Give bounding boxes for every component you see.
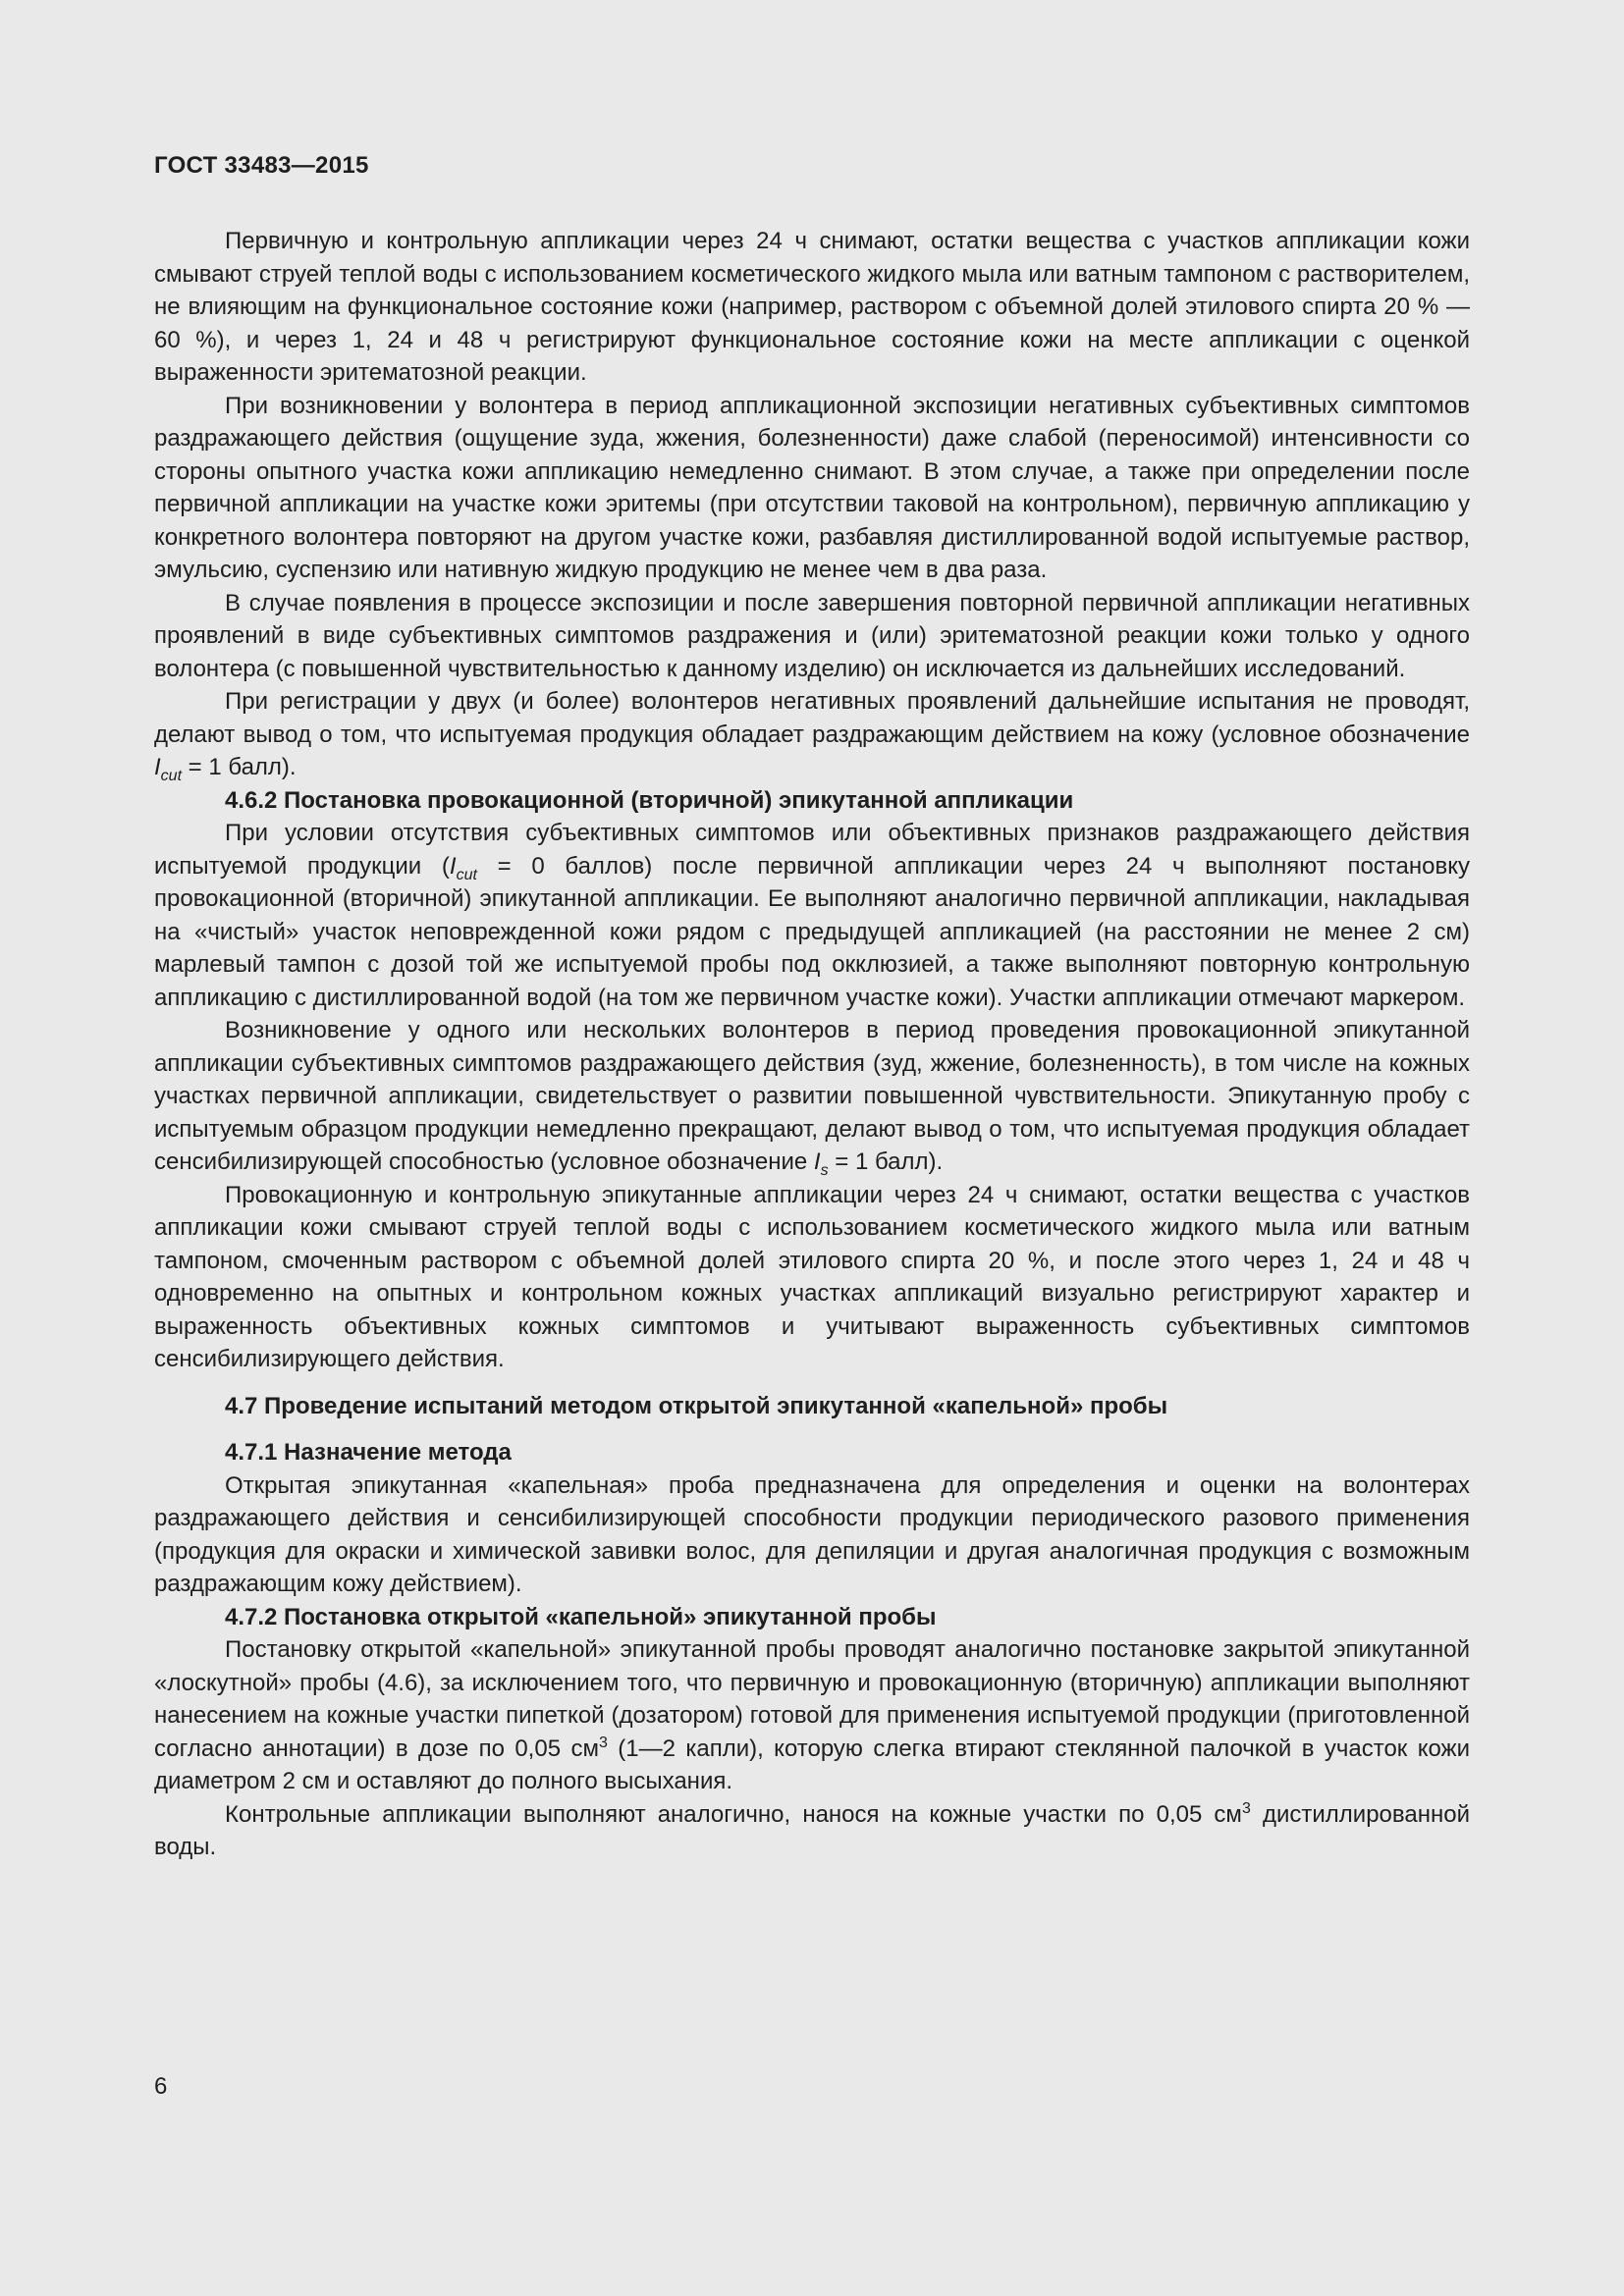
superscript: 3: [1241, 1799, 1251, 1817]
text: = 1 балл).: [182, 754, 297, 780]
paragraph: [154, 1633, 1470, 1798]
symbol: I: [813, 1148, 821, 1175]
paragraph: При возникновении у волонтера в период аппликационной экспозиции негативных субъективных симптомов раздражающего действия (ощущение зуда, жжения, болезненности) даже слабой (переносимой) интенсивности со стороны опытного участка кожи аппликацию немедленно снимают. В этом случае, а также при определении после первичной аппликации на участке кожи эритемы (при отсутствии таковой на контрольном), первичную аппликацию у конкретного волонтера повторяют на другом участке кожи, разбавляя дистиллированной водой испытуемые раствор, эмульсию, суспензию или нативную жидкую продукцию не менее чем в два раза.: [154, 392, 1470, 583]
paragraph: Первичную и контрольную аппликации через 24 ч снимают, остатки вещества с участков аппликации кожи смывают струей теплой воды с использованием косметического жидкого мыла или ватным тампоном с растворителем, не влияющим на функциональное состояние кожи (например, раствором с объемной долей этилового спирта 20 % — 60 %), и через 1, 24 и 48 ч регистрируют функциональное состояние кожи на месте аппликации с оценкой выраженности эритематозной реакции.: [154, 228, 1470, 386]
text: = 1 балл).: [828, 1148, 944, 1175]
section-heading-4-7-2: 4.7.2 Постановка открытой «капельной» эпикутанной пробы: [225, 1603, 937, 1630]
paragraph: [154, 817, 1470, 1014]
paragraph: Провокационную и контрольную эпикутанные аппликации через 24 ч снимают, остатки вещества с участков аппликации кожи смывают струей теплой воды с использованием косметического жидкого мыла или ватным тампоном, смоченным раствором с объемной долей этилового спирта 20 %, и после этого через 1, 24 и 48 ч одновременно на опытных и контрольном кожных участках аппликаций визуально регистрируют характер и выраженность объективных кожных симптомов и учитывают выраженность субъективных симптомов сенсибилизирующего действия.: [154, 1181, 1470, 1372]
paragraph: Открытая эпикутанная «капельная» проба предназначена для определения и оценки на волонтерах раздражающего действия и сенсибилизирующей способности продукции периодического разового применения (продукция для окраски и химической завивки волос, для депиляции и другая аналогичная продукция с возможным раздражающим кожу действием).: [154, 1471, 1470, 1597]
text: = 0 баллов) после первичной аппликации через 24 ч выполняют постановку провокационной (вторичной) эпикутанной аппликации. Ее выполняют аналогично первичной аппликации, накладывая на «чистый» участок неповрежденной кожи рядом с предыдущей аппликацией (на расстоянии не менее 2 см) марлевый тампон с дозой той же испытуемой пробы под окклюзией, а также выполняют повторную контрольную аппликацию с дистиллированной водой (на том же первичном участке кожи). Участки аппликации отмечают маркером.: [154, 852, 1470, 1011]
symbol-subscript: s: [820, 1161, 829, 1179]
symbol: I: [154, 754, 161, 780]
text: Контрольные аппликации выполняют аналогично, нанося на кожные участки по 0,05 см: [225, 1800, 1242, 1828]
page-number: 6: [154, 2073, 168, 2100]
superscript: 3: [598, 1734, 608, 1751]
text: Постановку открытой «капельной» эпикутанной пробы проводят аналогично постановке закрытой эпикутанной «лоскутной» пробы (4.6), за исключением того, что первичную и провокационную (вторичную) аппликации выполняют нанесением на кожные участки пипеткой (дозатором) готовой для применения испытуемой продукции (приготовленной согласно аннотации) в дозе по 0,05 см: [154, 1636, 1470, 1762]
paragraph: [154, 1014, 1470, 1179]
paragraph: [154, 1798, 1470, 1864]
section-heading-4-7: 4.7 Проведение испытаний методом открытой эпикутанной «капельной» пробы: [225, 1392, 1168, 1419]
symbol-subscript: cut: [160, 767, 183, 784]
symbol: I: [449, 852, 457, 880]
section-heading-4-6-2: 4.6.2 Постановка провокационной (вторичной) эпикутанной аппликации: [225, 786, 1074, 814]
document-body: [154, 225, 1470, 1864]
text: При условии отсутствия субъективных симптомов или объективных признаков раздражающего действия испытуемой продукции (: [154, 820, 1470, 880]
symbol-subscript: cut: [456, 866, 477, 883]
text: При регистрации у двух (и более) волонтеров негативных проявлений дальнейшие испытания не проводят, делают вывод о том, что испытуемая продукция обладает раздражающим действием на кожу (условное обозначение: [154, 688, 1470, 748]
paragraph: В случае появления в процессе экспозиции и после завершения повторной первичной аппликации негативных проявлений в виде субъективных симптомов раздражения и (или) эритематозной реакции кожи только у одного волонтера (с повышенной чувствительностью к данному изделию) он исключается из дальнейших исследований.: [154, 589, 1470, 682]
document-header: ГОСТ 33483—2015: [154, 152, 369, 179]
text: дистиллированной воды.: [154, 1800, 1470, 1860]
text: Возникновение у одного или нескольких волонтеров в период проведения провокационной эпикутанной аппликации субъективных симптомов раздражающего действия (зуд, жжение, болезненность), в том числе на кожных участках первичной аппликации, свидетельствует о развитии повышенной чувствительности. Эпикутанную пробу с испытуемым образцом продукции немедленно прекращают, делают вывод о том, что испытуемая продукция обладает сенсибилизирующей способностью (условное обозначение: [154, 1017, 1470, 1175]
text: (1—2 капли), которую слегка втирают стеклянной палочкой в участок кожи диаметром 2 см и оставляют до полного высыхания.: [154, 1735, 1470, 1794]
paragraph: [154, 685, 1470, 784]
section-heading-4-7-1: 4.7.1 Назначение метода: [225, 1439, 512, 1466]
